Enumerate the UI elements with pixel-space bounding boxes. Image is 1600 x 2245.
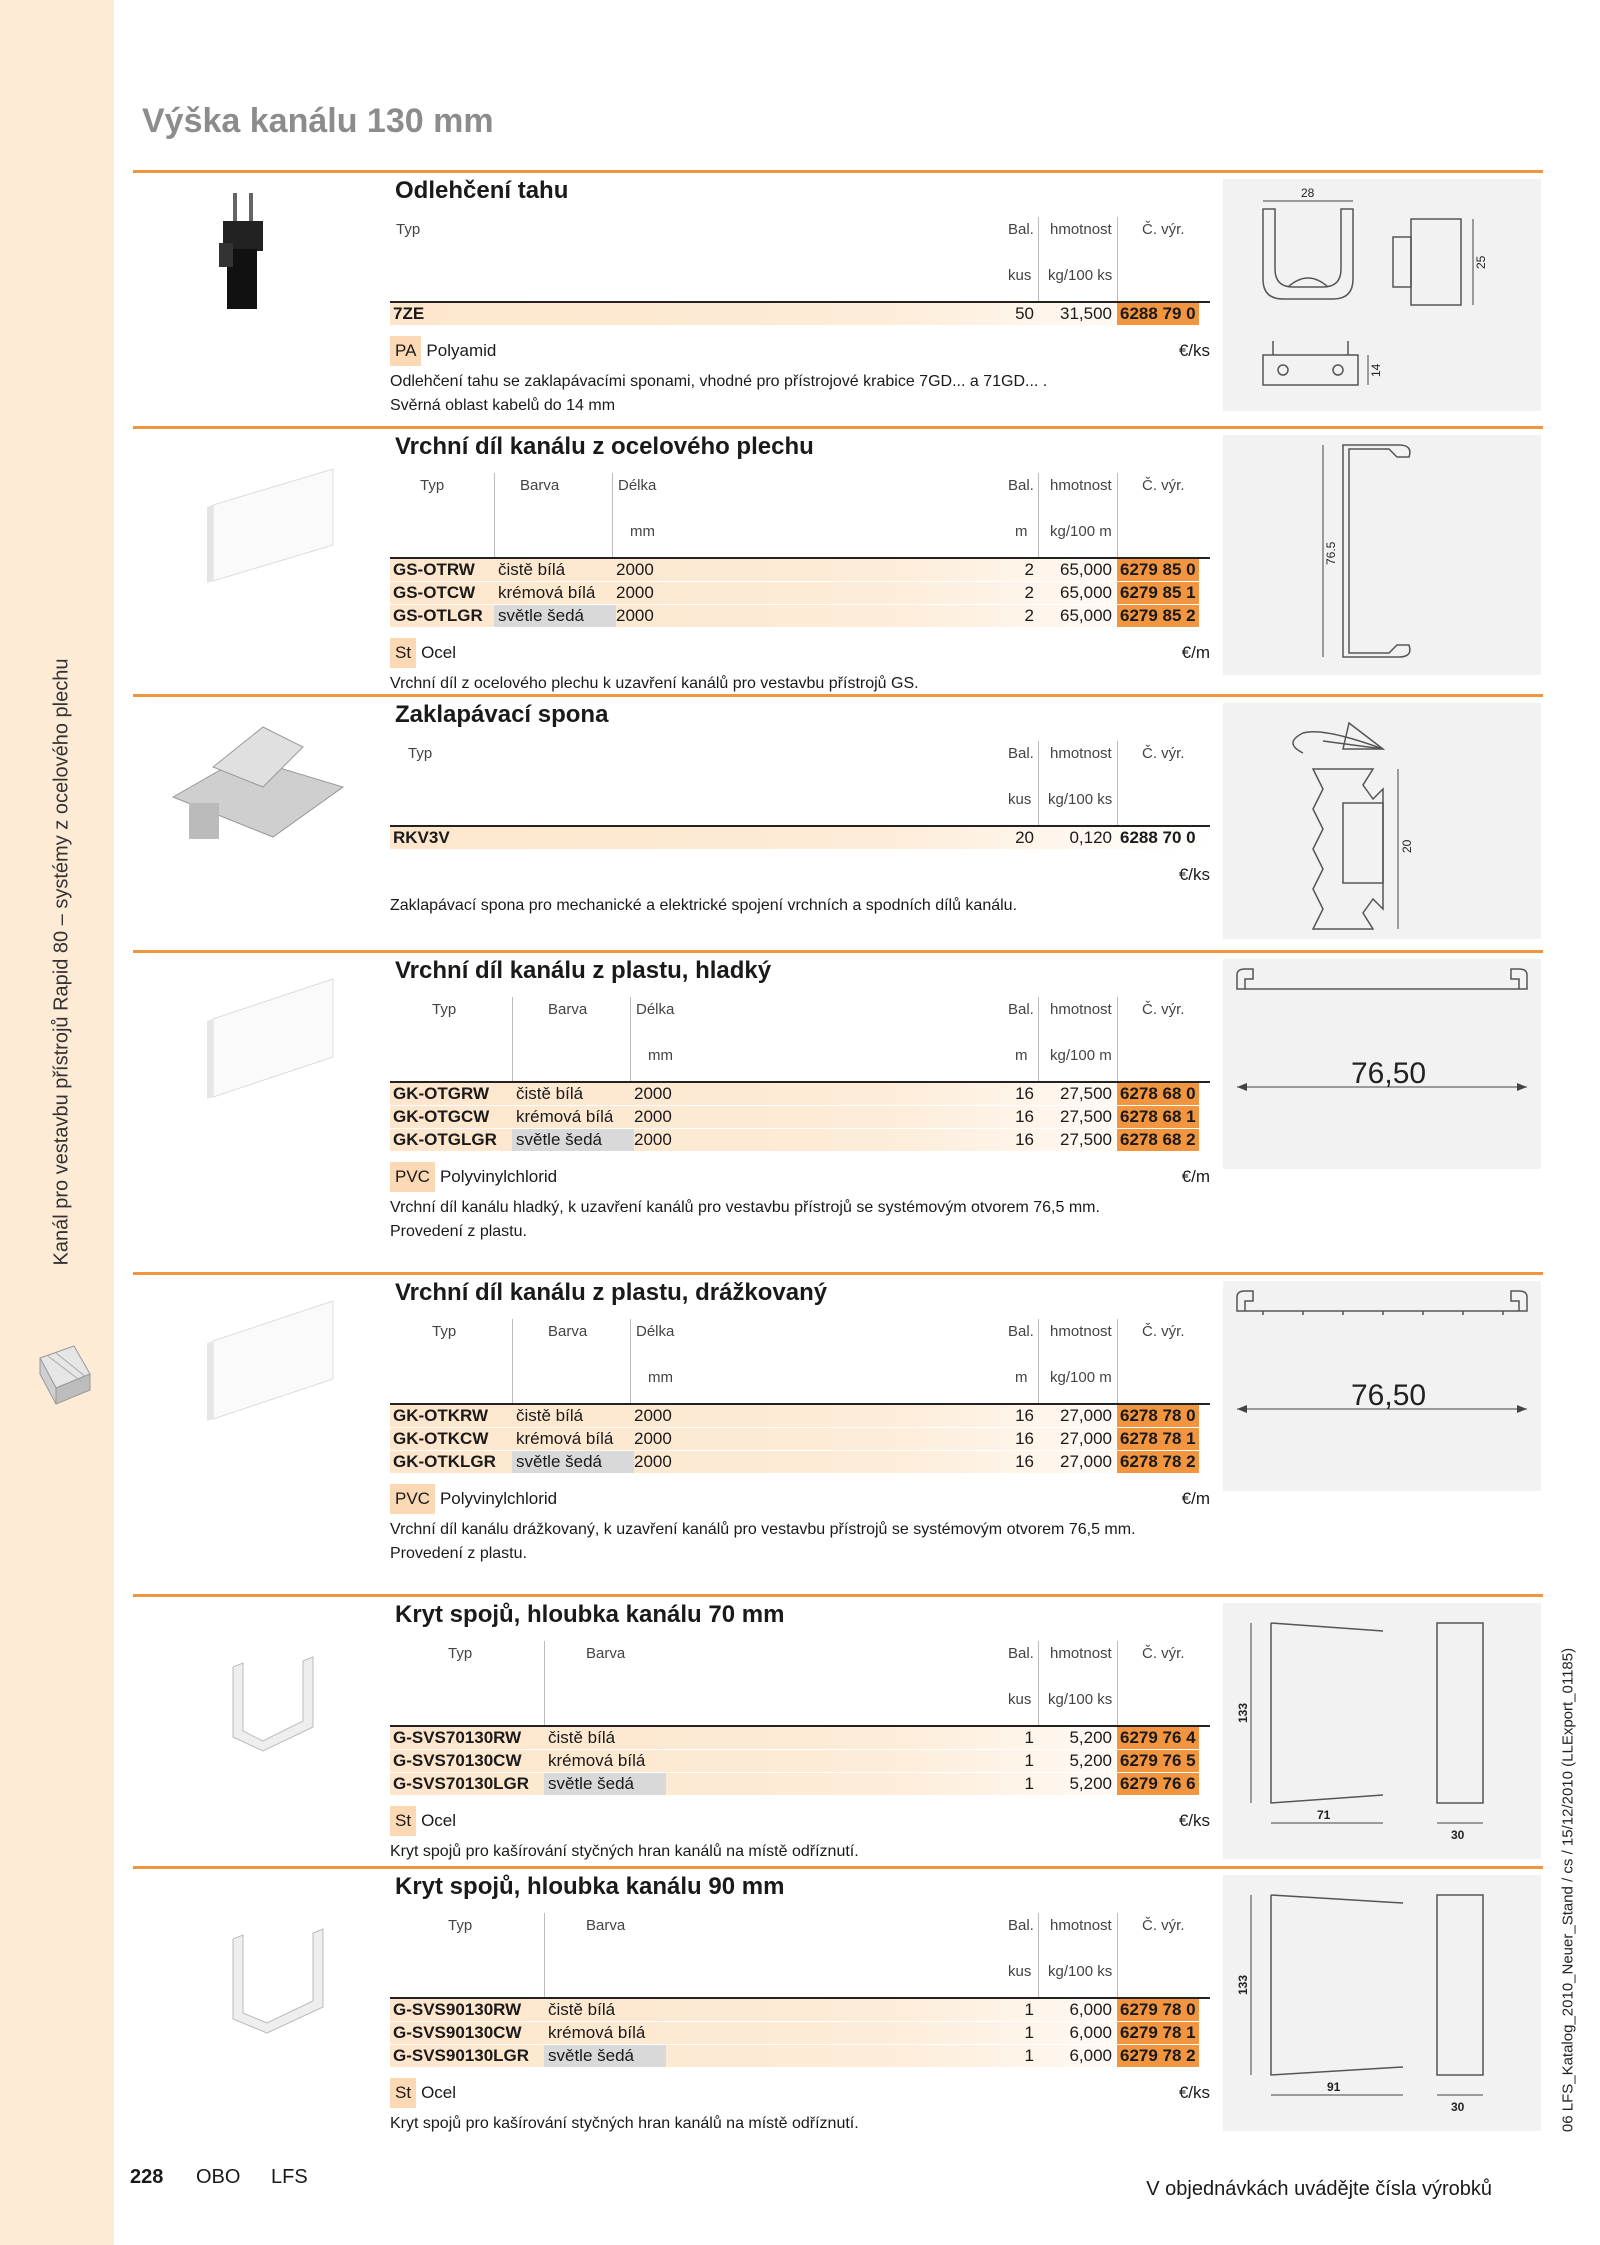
product-table — [390, 997, 1210, 1244]
table-row: G-SVS70130RW čistě bílá 1 5,200 6279 76 4 — [390, 1727, 1210, 1750]
section-title: Vrchní díl kanálu z ocelového plechu — [395, 433, 814, 460]
table-row: G-SVS90130RW čistě bílá 1 6,000 6279 78 0 — [390, 1999, 1210, 2022]
page-title: Výška kanálu 130 mm — [142, 102, 494, 140]
material-line: PVC Polyvinylchlorid €/m — [390, 1484, 1210, 1514]
material-line: St Ocel €/ks — [390, 1806, 1210, 1836]
section-description: Vrchní díl z ocelového plechu k uzavření kanálů pro vestavbu přístrojů GS. — [390, 675, 919, 692]
table-row: G-SVS90130LGR světle šedá 1 6,000 6279 78 2 — [390, 2045, 1210, 2068]
table-row: GS-OTRW čistě bílá 2000 2 65,000 6279 85 0 — [390, 559, 1210, 582]
table-row: G-SVS70130LGR světle šedá 1 5,200 6279 76 6 — [390, 1773, 1210, 1796]
row-weight: 31,500 — [1060, 304, 1112, 323]
svg-text:133: 133 — [1236, 1974, 1250, 1995]
section-description: Zaklapávací spona pro mechanické a elektrické spojení vrchních a spodních dílů kanálu. — [390, 897, 1018, 914]
col-type: Typ — [396, 221, 421, 238]
material-line: St Ocel €/ks — [390, 2078, 1210, 2108]
col-cat: Č. výr. — [1142, 221, 1185, 238]
brand-name: OBO — [196, 2166, 241, 2188]
svg-text:28: 28 — [1301, 186, 1315, 200]
technical-drawing — [1223, 703, 1541, 939]
order-note: V objednávkách uvádějte čísla výrobků — [1146, 2178, 1492, 2200]
col-weight: hmotnost — [1050, 221, 1112, 238]
table-header: Typ Barva Délka Bal. hmotnost Č. výr. mm m kg/100 m — [390, 473, 1210, 559]
technical-drawing — [1223, 959, 1541, 1169]
table-row: GS-OTLGR světle šedá 2000 2 65,000 6279 85 2 — [390, 605, 1210, 628]
joint-cover-70-photo — [223, 1647, 323, 1757]
section-description: Kryt spojů pro kašírování styčných hran kanálů na místě odříznutí. — [390, 1843, 859, 1860]
table-row: GK-OTKLGR světle šedá 2000 16 27,000 6278 78 2 — [390, 1451, 1210, 1474]
section-description: Kryt spojů pro kašírování styčných hran kanálů na místě odříznutí. — [390, 2115, 859, 2132]
row-cat: 6288 79 0 — [1117, 303, 1199, 325]
material-name: Polyamid — [426, 341, 497, 360]
product-table — [390, 1913, 1210, 2136]
product-table — [390, 1641, 1210, 1864]
table-header: Typ Bal. hmotnost Č. výr. kus kg/100 ks — [390, 741, 1210, 827]
svg-text:71: 71 — [1317, 1808, 1331, 1822]
table-header — [390, 217, 1210, 303]
table-row: GK-OTKCW krémová bílá 2000 16 27,000 6278 78 1 — [390, 1428, 1210, 1451]
table-header: Typ Barva Bal. hmotnost Č. výr. kus kg/100 ks — [390, 1641, 1210, 1727]
unit-weight: kg/100 ks — [1048, 267, 1113, 284]
col-bal: Bal. — [1008, 221, 1034, 238]
technical-drawing — [1223, 179, 1541, 411]
table-row: RKV3V 20 0,120 6288 70 0 — [390, 827, 1210, 850]
product-table — [390, 1319, 1210, 1566]
steel-cover-photo — [193, 465, 343, 585]
product-section-plastic-smooth — [133, 950, 1543, 1273]
technical-drawing — [1223, 1875, 1541, 2131]
technical-drawing — [1223, 1281, 1541, 1491]
table-header: Typ Barva Bal. hmotnost Č. výr. kus kg/100 ks — [390, 1913, 1210, 1999]
channel-icon — [34, 1344, 92, 1406]
joint-cover-90-photo — [223, 1919, 333, 2039]
section-title: Zaklapávací spona — [395, 701, 609, 728]
section-title: Kryt spojů, hloubka kanálu 90 mm — [395, 1873, 785, 1900]
table-row: GK-OTKRW čistě bílá 2000 16 27,000 6278 78 0 — [390, 1405, 1210, 1428]
svg-text:133: 133 — [1236, 1702, 1250, 1723]
page-number: 228 — [130, 2166, 164, 2188]
section-description: Odlehčení tahu se zaklapávacími sponami, vhodné pro přístrojové krabice 7GD... a 71GD... . Svěrná oblast kabelů do 14 mm — [390, 373, 1048, 414]
table-row: G-SVS90130CW krémová bílá 1 6,000 6279 78 1 — [390, 2022, 1210, 2045]
sidebar-category-text: Kanál pro vestavbu přístrojů Rapid 80 – systémy z ocelového plechu — [50, 658, 73, 1266]
table-header: Typ Barva Délka Bal. hmotnost Č. výr. mm m kg/100 m — [390, 997, 1210, 1083]
product-section-snap-clip — [133, 694, 1543, 947]
product-section-steel-cover — [133, 426, 1543, 692]
material-line: St Ocel €/m — [390, 638, 1210, 668]
section-description: Vrchní díl kanálu drážkovaný, k uzavření kanálů pro vestavbu přístrojů se systémovým otvorem 76,5 mm. Provedení z plastu. — [390, 1521, 1136, 1562]
svg-text:25: 25 — [1474, 255, 1488, 269]
material-line: PVC Polyvinylchlorid €/m — [390, 1162, 1210, 1192]
section-description: Vrchní díl kanálu hladký, k uzavření kanálů pro vestavbu přístrojů se systémovým otvorem 76,5 mm. Provedení z plastu. — [390, 1199, 1100, 1240]
product-section-joint-cover-90 — [133, 1866, 1543, 2139]
svg-text:30: 30 — [1451, 2100, 1465, 2114]
table-row: GK-OTGLGR světle šedá 2000 16 27,500 6278 68 2 — [390, 1129, 1210, 1152]
catalog-name: LFS — [271, 2166, 308, 2188]
section-title: Odlehčení tahu — [395, 177, 569, 204]
strain-relief-photo — [213, 193, 273, 313]
section-title: Vrchní díl kanálu z plastu, hladký — [395, 957, 772, 984]
svg-text:76.5: 76.5 — [1324, 541, 1338, 565]
product-table — [390, 473, 1210, 696]
product-table — [390, 741, 1210, 918]
svg-text:20: 20 — [1400, 839, 1414, 853]
material-code: PA — [390, 336, 421, 366]
table-row: GK-OTGRW čistě bílá 2000 16 27,500 6278 68 0 — [390, 1083, 1210, 1106]
material-line — [390, 336, 1210, 366]
product-section-joint-cover-70 — [133, 1594, 1543, 1869]
technical-drawing — [1223, 1603, 1541, 1859]
product-table — [390, 217, 1210, 418]
table-row: G-SVS70130CW krémová bílá 1 5,200 6279 76 5 — [390, 1750, 1210, 1773]
table-row: GK-OTGCW krémová bílá 2000 16 27,500 6278 68 1 — [390, 1106, 1210, 1129]
plastic-cover-photo — [193, 973, 343, 1103]
document-export-label: 06 LFS_Katalog_2010_Neuer_Stand / cs / 15/12/2010 (LLExport_01185) — [1559, 1647, 1577, 2133]
svg-text:76,50: 76,50 — [1351, 1379, 1427, 1412]
row-qty: 50 — [1015, 304, 1034, 323]
section-title: Kryt spojů, hloubka kanálu 70 mm — [395, 1601, 785, 1628]
svg-text:91: 91 — [1327, 2080, 1341, 2094]
svg-text:76,50: 76,50 — [1351, 1057, 1427, 1090]
section-title: Vrchní díl kanálu z plastu, drážkovaný — [395, 1279, 828, 1306]
technical-drawing — [1223, 435, 1541, 675]
product-section-strain-relief — [133, 170, 1543, 425]
unit-bal: kus — [1008, 267, 1032, 284]
table-header: Typ Barva Délka Bal. hmotnost Č. výr. mm m kg/100 m — [390, 1319, 1210, 1405]
row-type: 7ZE — [393, 304, 425, 323]
svg-text:14: 14 — [1369, 363, 1383, 377]
sidebar-band — [0, 0, 114, 2245]
plastic-grooved-photo — [193, 1295, 343, 1425]
svg-text:30: 30 — [1451, 1828, 1465, 1842]
table-row — [390, 303, 1210, 326]
material-line: €/ks — [1178, 865, 1210, 884]
price-unit: €/ks — [1178, 341, 1210, 360]
product-section-plastic-grooved — [133, 1272, 1543, 1595]
table-row: GS-OTCW krémová bílá 2000 2 65,000 6279 85 1 — [390, 582, 1210, 605]
snap-clip-photo — [153, 707, 363, 857]
